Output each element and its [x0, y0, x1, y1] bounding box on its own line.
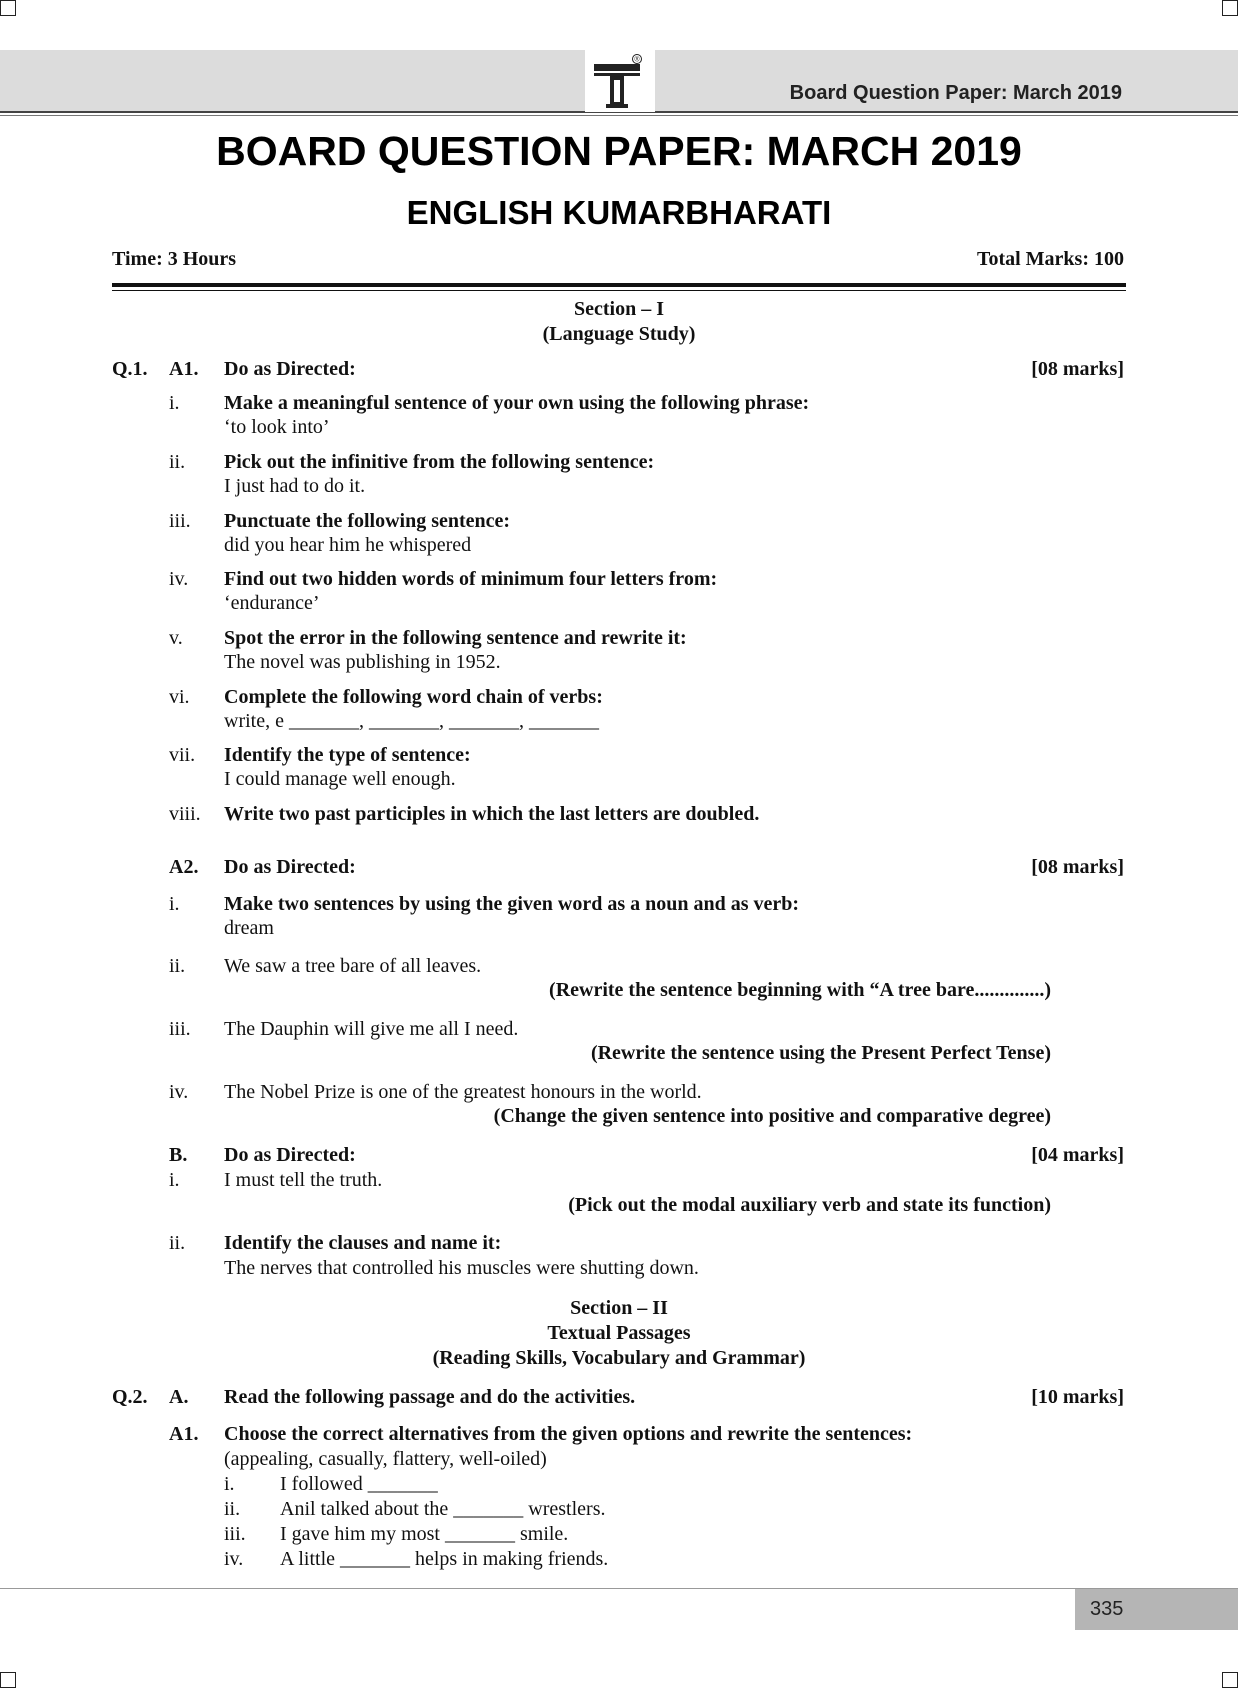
section-1-heading: Section – I — [574, 298, 664, 320]
a1-item-title: Write two past participles in which the last letters are doubled. — [224, 803, 760, 825]
q2-a1-item-text: Anil talked about the _______ wrestlers. — [280, 1498, 606, 1520]
crop-mark-bottom-left — [0, 1672, 16, 1688]
a1-item-number: vii. — [169, 744, 196, 766]
a2-label: A2. — [169, 856, 199, 878]
q1-label: Q.1. — [112, 358, 148, 380]
title-rule-thick — [112, 283, 1126, 287]
title-rule-thin — [112, 290, 1126, 291]
a1-item-text: I could manage well enough. — [224, 768, 456, 790]
a1-item-number: vi. — [169, 686, 190, 708]
a1-item-title: Make a meaningful sentence of your own using the following phrase: — [224, 392, 810, 414]
q2-a1-options: (appealing, casually, flattery, well-oiled) — [224, 1448, 547, 1470]
b-title: Do as Directed: — [224, 1144, 356, 1166]
b-item-text: The nerves that controlled his muscles were shutting down. — [224, 1257, 699, 1279]
a1-label: A1. — [169, 358, 199, 380]
q2-a1-item-number: iii. — [224, 1523, 246, 1545]
total-marks-label: Total Marks: 100 — [976, 248, 1124, 270]
a1-item-title: Find out two hidden words of minimum four letters from: — [224, 568, 718, 590]
page-number: 335 — [1090, 1598, 1124, 1620]
page-title: BOARD QUESTION PAPER: MARCH 2019 — [216, 128, 1022, 174]
a2-item-instruction: (Rewrite the sentence using the Present Perfect Tense) — [590, 1042, 1051, 1064]
a1-item-text: I just had to do it. — [224, 475, 366, 497]
a1-item-number: viii. — [169, 803, 201, 825]
subject-title: ENGLISH KUMARBHARATI — [406, 194, 832, 231]
header-rule-thin — [0, 115, 1238, 116]
a1-item-title: Identify the type of sentence: — [224, 744, 471, 766]
a2-item-instruction: (Change the given sentence into positive and comparative degree) — [493, 1105, 1051, 1127]
b-label: B. — [169, 1144, 188, 1166]
a1-item-number: v. — [169, 627, 183, 649]
section-2-heading: Section – II — [570, 1297, 668, 1319]
crop-mark-bottom-right — [1222, 1672, 1238, 1688]
a1-item-text: ‘to look into’ — [224, 416, 330, 438]
a2-item-text: The Nobel Prize is one of the greatest honours in the world. — [224, 1081, 702, 1103]
b-item-number: i. — [169, 1169, 180, 1191]
q2-a1-label: A1. — [169, 1423, 199, 1445]
b-item-text: I must tell the truth. — [224, 1169, 383, 1191]
b-item-number: ii. — [169, 1232, 186, 1254]
a1-item-number: i. — [169, 392, 180, 414]
section-2-subheading-2: (Reading Skills, Vocabulary and Grammar) — [432, 1347, 806, 1369]
q2-a1-item-text: I gave him my most _______ smile. — [280, 1523, 569, 1545]
a2-item-number: iii. — [169, 1018, 191, 1040]
a1-item-text: write, e _______, _______, _______, _______ — [224, 710, 599, 732]
a1-item-title: Spot the error in the following sentence and rewrite it: — [224, 627, 687, 649]
publisher-logo — [585, 50, 655, 112]
a2-marks: [08 marks] — [1031, 856, 1124, 878]
q2-label: Q.2. — [112, 1386, 148, 1408]
target-logo-icon — [585, 50, 655, 112]
a2-item-number: ii. — [169, 955, 186, 977]
a1-item-text: did you hear him he whispered — [224, 534, 472, 556]
a1-item-title: Punctuate the following sentence: — [224, 510, 511, 532]
b-marks: [04 marks] — [1031, 1144, 1124, 1166]
a1-item-text: ‘endurance’ — [224, 592, 320, 614]
b-item-instruction: (Pick out the modal auxiliary verb and state its function) — [568, 1194, 1051, 1216]
a1-item-number: iii. — [169, 510, 191, 532]
q2-a1-title: Choose the correct alternatives from the given options and rewrite the sentences: — [224, 1423, 913, 1445]
crop-mark-top-left — [0, 0, 16, 16]
a1-title: Do as Directed: — [224, 358, 356, 380]
a1-marks: [08 marks] — [1031, 358, 1124, 380]
a2-item-text: We saw a tree bare of all leaves. — [224, 955, 482, 977]
crop-mark-top-right — [1222, 0, 1238, 16]
footer-rule — [0, 1588, 1238, 1589]
q2-a-title: Read the following passage and do the activities. — [224, 1386, 636, 1408]
section-2-subheading: Textual Passages — [547, 1322, 691, 1344]
q2-a1-item-text: I followed _______ — [280, 1473, 438, 1495]
a2-title: Do as Directed: — [224, 856, 356, 878]
q2-a1-item-number: iv. — [224, 1548, 244, 1570]
a2-item-number: i. — [169, 893, 180, 915]
a2-item-number: iv. — [169, 1081, 189, 1103]
a2-item-title: Make two sentences by using the given word as a noun and as verb: — [224, 893, 800, 915]
q2-a-marks: [10 marks] — [1031, 1386, 1124, 1408]
a2-item-text: dream — [224, 917, 274, 939]
q2-a1-item-number: ii. — [224, 1498, 241, 1520]
a1-item-text: The novel was publishing in 1952. — [224, 651, 501, 673]
q2-a-label: A. — [169, 1386, 189, 1408]
a1-item-number: ii. — [169, 451, 186, 473]
section-1-subheading: (Language Study) — [542, 323, 696, 345]
a1-item-title: Complete the following word chain of verbs: — [224, 686, 603, 708]
svg-text:®: ® — [634, 56, 640, 64]
q2-a1-item-number: i. — [224, 1473, 235, 1495]
a1-item-title: Pick out the infinitive from the following sentence: — [224, 451, 655, 473]
q2-a1-item-text: A little _______ helps in making friends. — [280, 1548, 609, 1570]
a2-item-instruction: (Rewrite the sentence beginning with “A tree bare..............) — [549, 979, 1051, 1001]
b-item-title: Identify the clauses and name it: — [224, 1232, 502, 1254]
header-banner-title: Board Question Paper: March 2019 — [789, 82, 1122, 104]
a1-item-number: iv. — [169, 568, 189, 590]
time-label: Time: 3 Hours — [112, 248, 237, 270]
a2-item-text: The Dauphin will give me all I need. — [224, 1018, 519, 1040]
